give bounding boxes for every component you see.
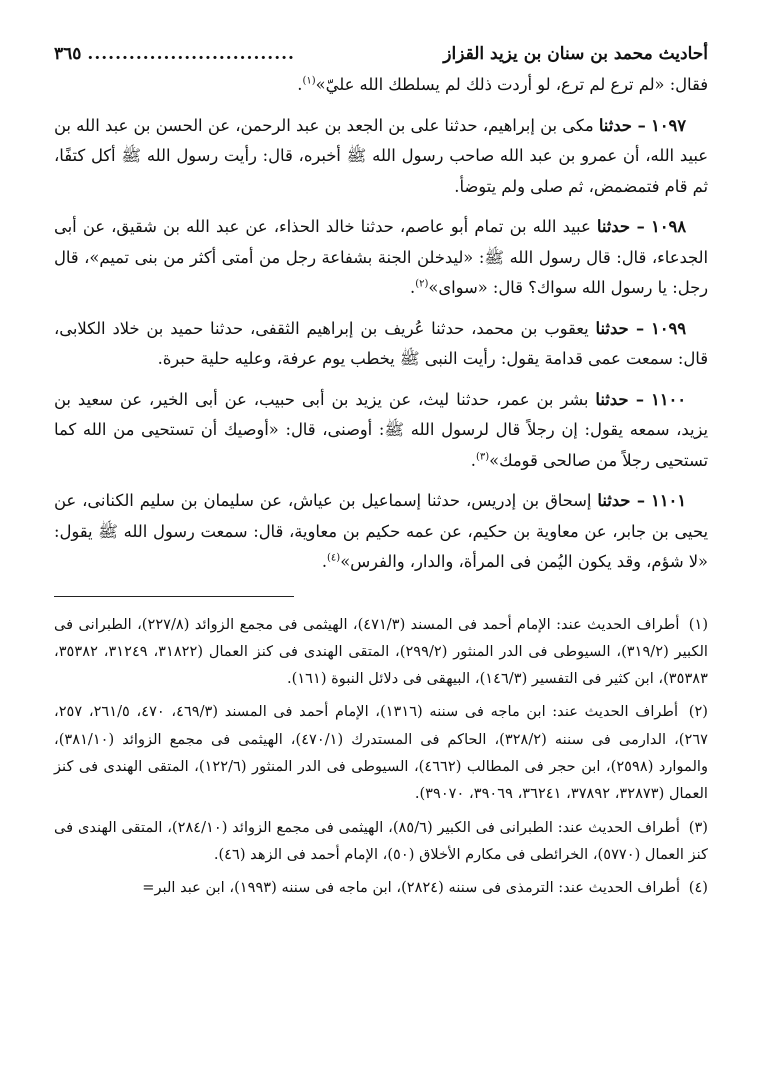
footnote-number: (٤)	[688, 879, 708, 897]
footnotes	[54, 611, 708, 902]
hadith-1097	[54, 111, 708, 203]
hadith-text: بشر بن عمر، حدثنا ليث، عن يزيد بن أبى حبيب، عن أبى الخير، عن سعيد بن يزيد، سمعه يقول: إن رجلاً قال لرسول الله ﷺ: أوصنى، قال: «أوصيك أن تستحيى من الله كما تستحيى رجلاً من صالحى قومك»	[54, 389, 708, 470]
main-text	[54, 70, 708, 578]
hadith-number: ١٠٩٨	[651, 217, 686, 236]
book-page	[54, 40, 708, 907]
footnote-text: أطراف الحديث عند: ابن ماجه فى سننه (١٣١٦)، الإمام أحمد فى المسند (٤٦٩/٣، ٤٧٠، ٢٦١/٥، ٢٥٧، ٢٦٧)، الدارمى فى سننه (٣٢٨/٢)، الحاكم فى المستدرك (٤٧٠/١)، الهيثمى فى مجمع الزوائد (٣٨١/١٠)، والموارد (٢٥٩٨)، ابن حجر فى المطالب (٤٦٦٢)، السيوطى فى الدر المنثور (١٢٢/٦)، المتقى الهندى فى كنز العمال (٣٢٨٧٣، ٣٧٨٩٢، ٣٦٢٤١، ٣٩٠٦٩، ٣٩٠٧٠).	[54, 703, 709, 803]
hadith-1099	[54, 314, 708, 375]
footnote-separator	[54, 596, 294, 597]
hadith-lead: – حدثنا	[597, 491, 646, 510]
hadith-text: يعقوب بن محمد، حدثنا عُريف بن إبراهيم الثقفى، حدثنا حميد بن خلاد الكلابى، قال: سمعت عمى قدامة يقول: رأيت النبى ﷺ يخطب يوم عرفة، وعليه حلية حبرة.	[54, 318, 708, 368]
footnote-ref-3: (٣)	[475, 451, 490, 463]
footnote-3	[54, 814, 708, 869]
hadith-number: ١١٠١	[651, 491, 686, 510]
footnote-4	[54, 874, 708, 901]
footnote-number: (٣)	[688, 818, 708, 836]
hadith-1100	[54, 385, 708, 477]
hadith-tail: .	[321, 552, 327, 571]
hadith-lead: – حدثنا	[595, 389, 645, 409]
hadith-lead: – حدثنا	[596, 217, 645, 236]
page-number: ٣٦٥	[54, 44, 82, 64]
running-header	[54, 40, 708, 70]
hadith-number: ١٠٩٧	[651, 115, 686, 135]
hadith-1098	[54, 212, 708, 304]
hadith-tail: .	[410, 278, 416, 297]
hadith-number: ١١٠٠	[651, 389, 686, 409]
hadith-lead: – حدثنا	[598, 115, 646, 135]
header-title: أحاديث محمد بن سنان بن يزيد القزاز	[443, 44, 708, 64]
footnote-ref-1: (١)	[302, 75, 316, 87]
hadith-number: ١٠٩٩	[651, 318, 686, 338]
footnote-2	[54, 698, 708, 807]
intro-paragraph: فقال: «لم ترع لم ترع، لو أردت ذلك لم يسلطك الله عليّ»$^{(١)}$.	[297, 75, 708, 94]
footnote-text: أطراف الحديث عند: الطبرانى فى الكبير (٨٥/٦)، الهيثمى فى مجمع الزوائد (٢٨٤/١٠)، المتقى الهندى فى كنز العمال (٥٧٧٠)، الخرائطى فى مكارم الأخلاق (٥٠)، الإمام أحمد فى الزهد (٤٦).	[54, 818, 708, 863]
hadith-lead: – حدثنا	[595, 318, 645, 338]
hadith-text: عبيد الله بن تمام أبو عاصم، حدثنا خالد الحذاء، عن عبد الله بن شقيق، عن أبى الجدعاء، قال: قال رسول الله ﷺ: «ليدخلن الجنة بشفاعة رجل من أمتى أكثر من بنى تميم»، قال رجل: يا رسول الله سواك؟ قال: «سواى»	[54, 217, 708, 297]
hadith-1101	[54, 486, 708, 578]
footnote-text: أطراف الحديث عند: الإمام أحمد فى المسند (٤٧١/٣)، الهيثمى فى مجمع الزوائد (٢٢٧/٨)، الطبرانى فى الكبير (٣١٩/٢)، السيوطى فى الدر المنثور (٢٩٩/٢)، المتقى الهندى فى كنز العمال (٣١٨٢٢، ٣١٢٤٩، ٣٥٣٨٢، ٣٥٣٨٣)، ابن كثير فى التفسير (١٤٦/٣)، البيهقى فى دلائل النبوة (١٦١).	[54, 615, 708, 688]
footnote-number: (١)	[688, 615, 709, 633]
footnote-text: أطراف الحديث عند: الترمذى فى سننه (٢٨٢٤)، ابن ماجه فى سننه (١٩٩٣)، ابن عبد البر=	[142, 879, 681, 897]
hadith-text: إسحاق بن إدريس، حدثنا إسماعيل بن عياش، عن سليمان بن سليم الكنانى، عن يحيى بن جابر، عن معاوية بن حكيم، عن عمه حكيم بن معاوية، قال: سمعت رسول الله ﷺ يقول: «لا شؤم، وقد يكون اليُمن فى المرأة، والدار، والفرس»	[54, 491, 708, 571]
footnote-1	[54, 611, 708, 693]
footnote-ref-4: (٤)	[327, 552, 341, 564]
footnote-number: (٢)	[688, 703, 708, 721]
footnote-ref-2: (٢)	[415, 278, 429, 290]
hadith-text: مكى بن إبراهيم، حدثنا على بن الجعد بن عبد الرحمن، عن الحسن بن عبد الله بن عبيد الله، أن عمرو بن عبد الله صاحب رسول الله ﷺ أخبره، قال: رأيت رسول الله ﷺ أكل كتفًا، ثم قام فتمضمض، ثم صلى ولم يتوضأ.	[54, 115, 708, 196]
header-leader-dots: ..............................	[87, 44, 295, 64]
intro-text: فقال: «لم ترع لم ترع، لو أردت ذلك لم يسلطك الله عليّ»	[315, 75, 708, 94]
hadith-tail: .	[470, 450, 476, 470]
